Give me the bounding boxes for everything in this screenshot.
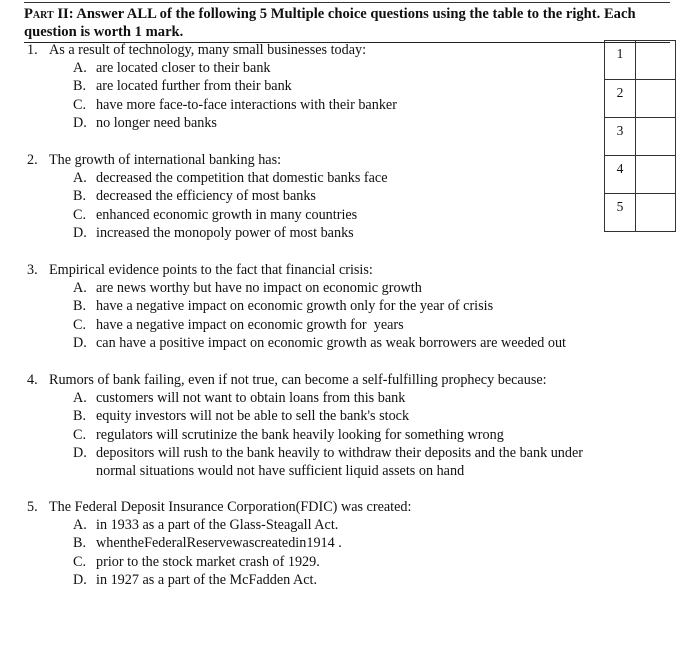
question-1: [24, 41, 397, 132]
answer-number: 5: [605, 194, 636, 232]
option-a: A. are news worthy but have no impact on economic growth: [73, 280, 422, 297]
section-instructions: II: Answer ALL of the following 5 Multiple choice questions using the table to the right. Each question is worth 1 mark.: [24, 6, 636, 40]
option-a: A. in 1933 as a part of the Glass-Steagall Act.: [73, 517, 339, 534]
question-number: 1.: [27, 42, 38, 58]
option-a: A. customers will not want to obtain loans from this bank: [73, 390, 406, 407]
question-2: [24, 151, 388, 242]
question-5: [24, 498, 411, 589]
option-d: D. no longer need banks: [73, 114, 217, 131]
question-3: [24, 261, 566, 352]
answer-cell[interactable]: [636, 156, 676, 194]
answer-number: 2: [605, 80, 636, 118]
answer-cell[interactable]: [636, 80, 676, 118]
option-b: B. have a negative impact on economic growth only for the year of crisis: [73, 298, 494, 315]
option-c: C. enhanced economic growth in many countries: [73, 206, 358, 223]
question-text: Empirical evidence points to the fact that financial crisis:: [49, 262, 373, 278]
answer-number: 1: [605, 41, 636, 80]
answer-cell[interactable]: [636, 194, 676, 232]
option-c: C. regulators will scrutinize the bank heavily looking for something wrong: [73, 426, 504, 443]
question-number: 2.: [27, 152, 38, 168]
answer-row: [605, 118, 676, 156]
question-text: The growth of international banking has:: [49, 152, 282, 168]
answer-row: [605, 80, 676, 118]
question-text: The Federal Deposit Insurance Corporation(FDIC) was created:: [49, 499, 412, 515]
answer-row: [605, 194, 676, 232]
answer-number: 3: [605, 118, 636, 156]
option-a: A. decreased the competition that domestic banks face: [73, 170, 388, 187]
answer-row: [605, 156, 676, 194]
option-b: B. whentheFederalReservewascreatedin1914 .: [73, 535, 342, 552]
answer-number: 4: [605, 156, 636, 194]
option-d-continuation: normal situations would not have sufficient liquid assets on hand: [96, 463, 465, 480]
question-number: 3.: [27, 262, 38, 278]
answer-row: [605, 41, 676, 80]
answer-cell[interactable]: [636, 118, 676, 156]
question-text: As a result of technology, many small businesses today:: [49, 42, 367, 58]
option-b: B. decreased the efficiency of most banks: [73, 188, 316, 205]
question-4: [24, 371, 583, 480]
part-label: Part: [24, 6, 54, 22]
option-c: C. prior to the stock market crash of 1929.: [73, 553, 320, 570]
option-d: D. can have a positive impact on economic growth as weak borrowers are weeded out: [73, 334, 566, 351]
option-c: C. have a negative impact on economic growth for years: [73, 316, 404, 333]
answer-table: [604, 40, 676, 232]
option-a: A. are located closer to their bank: [73, 60, 271, 77]
option-d: D. increased the monopoly power of most banks: [73, 224, 354, 241]
option-d: D. depositors will rush to the bank heavily to withdraw their deposits and the bank under: [73, 444, 584, 461]
option-b: B. equity investors will not be able to sell the bank's stock: [73, 408, 410, 425]
option-b: B. are located further from their bank: [73, 78, 292, 95]
section-header: [24, 2, 670, 43]
question-number: 4.: [27, 372, 38, 388]
question-number: 5.: [27, 499, 38, 515]
question-text: Rumors of bank failing, even if not true, can become a self-fulfilling prophecy because:: [49, 372, 547, 388]
answer-cell[interactable]: [636, 41, 676, 80]
option-c: C. have more face-to-face interactions with their banker: [73, 96, 397, 113]
option-d: D. in 1927 as a part of the McFadden Act.: [73, 571, 318, 588]
